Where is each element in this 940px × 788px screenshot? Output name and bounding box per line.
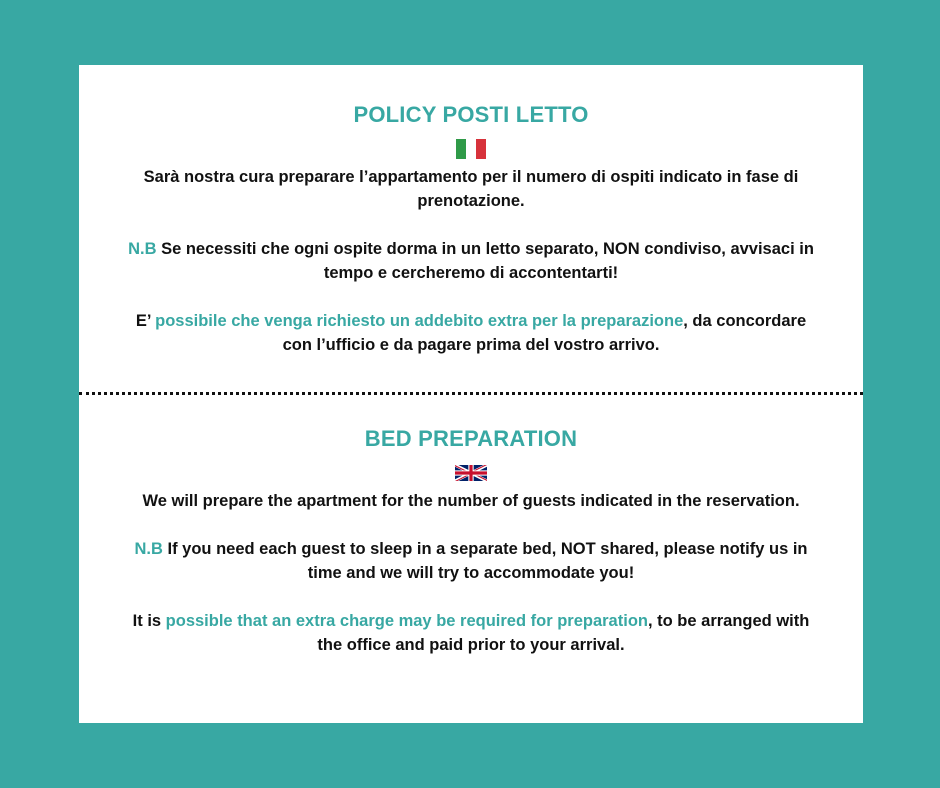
italian-paragraph-1: Sarà nostra cura preparare l’appartamento per il numero di ospiti indicato in fase di prenotazione. <box>143 168 799 210</box>
italian-nb-text: Se necessiti che ogni ospite dorma in un letto separato, NON condiviso, avvisaci in tempo e cercheremo di accontentarti! <box>156 240 814 282</box>
dotted-divider <box>79 392 863 395</box>
italian-p3-after: , da concordare con l’ufficio e da pagare prima del vostro arrivo. <box>282 312 807 354</box>
english-p3-after: , to be arranged with the office and paid prior to your arrival. <box>317 612 810 654</box>
italian-nb-label: N.B <box>128 240 157 258</box>
italian-p3-before: E’ <box>135 312 156 330</box>
english-section <box>79 425 863 657</box>
policy-card <box>79 65 863 723</box>
english-paragraph-3 <box>131 609 811 657</box>
english-title: BED PREPARATION <box>364 426 578 451</box>
english-p3-before: It is <box>132 612 166 630</box>
english-paragraph-1: We will prepare the apartment for the number of guests indicated in the reservation. <box>142 492 800 510</box>
italian-paragraph-2 <box>121 237 821 285</box>
italian-title: POLICY POSTI LETTO <box>353 102 589 127</box>
italian-p3-highlight: possibile che venga richiesto un addebito extra per la preparazione <box>155 312 684 330</box>
english-nb-label: N.B <box>134 540 163 558</box>
uk-flag-icon <box>455 463 487 483</box>
italy-flag-icon <box>455 139 487 159</box>
italian-section <box>79 101 863 357</box>
english-nb-text: If you need each guest to sleep in a separate bed, NOT shared, please notify us in time and we will try to accommodate you! <box>162 540 808 582</box>
italian-paragraph-3 <box>131 309 811 357</box>
english-paragraph-2 <box>131 537 811 585</box>
english-p3-highlight: possible that an extra charge may be required for preparation <box>165 612 648 630</box>
